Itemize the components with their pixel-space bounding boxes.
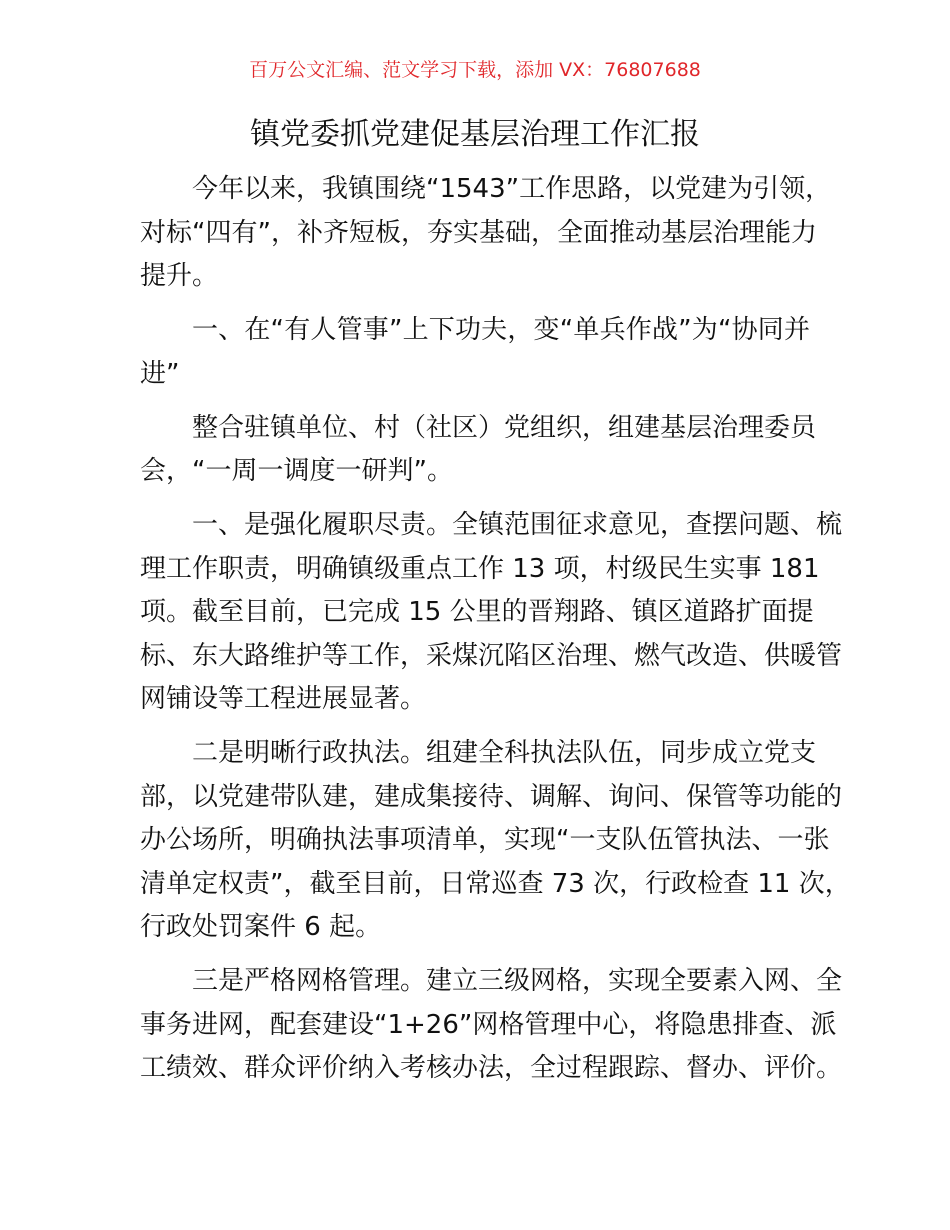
document-title: 镇党委抓党建促基层治理工作汇报 bbox=[250, 117, 700, 152]
paragraph-line: 事务进网，配套建设“1+26”网格管理中心，将隐患排查、派 bbox=[140, 1009, 837, 1040]
paragraph bbox=[140, 407, 817, 494]
paragraph-line: 三是严格网格管理。建立三级网格，实现全要素入网、全 bbox=[192, 966, 843, 996]
paragraph bbox=[140, 732, 851, 950]
paragraph-line: 标、东大路维护等工作，采煤沉陷区治理、燃气改造、供暖管 bbox=[140, 640, 843, 671]
paragraph-line: 网铺设等工程进展显著。 bbox=[140, 684, 427, 714]
paragraph-line: 一、是强化履职尽责。全镇范围征求意见，查摆问题、梳 bbox=[192, 510, 843, 540]
paragraph bbox=[140, 960, 843, 1091]
paragraph-line: 整合驻镇单位、村（社区）党组织，组建基层治理委员 bbox=[192, 412, 817, 443]
paragraph-line: 工绩效、群众评价纳入考核办法，全过程跟踪、督办、评价。 bbox=[140, 1053, 843, 1083]
paragraph-line: 部，以党建带队建，建成集接待、调解、询问、保管等功能的 bbox=[140, 781, 843, 812]
paragraph-line: 对标“四有”，补齐短板，夯实基础，全面推动基层治理能力 bbox=[140, 217, 817, 248]
watermark-header: 百万公文汇编、范文学习下载，添加 VX：76807688 bbox=[249, 59, 701, 81]
document-body bbox=[140, 168, 851, 1101]
paragraph-line: 清单定权责”，截至目前，日常巡查 73 次，行政检查 11 次， bbox=[140, 868, 851, 899]
paragraph-line: 项。截至目前，已完成 15 公里的晋翔路、镇区道路扩面提 bbox=[140, 597, 814, 627]
paragraph-line: 办公场所，明确执法事项清单，实现“一支队伍管执法、一张 bbox=[140, 825, 830, 855]
paragraph-line: 会，“一周一调度一研判”。 bbox=[140, 456, 453, 486]
paragraph-line: 理工作职责，明确镇级重点工作 13 项，村级民生实事 181 bbox=[140, 553, 820, 584]
paragraph-line: 提升。 bbox=[140, 261, 219, 291]
paragraph-line: 行政处罚案件 6 起。 bbox=[140, 912, 382, 942]
paragraph bbox=[140, 309, 810, 396]
paragraph-line: 一、在“有人管事”上下功夫，变“单兵作战”为“协同并 bbox=[192, 315, 810, 345]
paragraph-line: 进” bbox=[140, 358, 180, 389]
paragraph-line: 今年以来，我镇围绕“1543”工作思路，以党建为引领， bbox=[192, 174, 832, 204]
paragraph-line: 二是明晰行政执法。组建全科执法队伍，同步成立党支 bbox=[192, 738, 817, 768]
paragraph bbox=[140, 504, 843, 722]
paragraph bbox=[140, 168, 832, 299]
